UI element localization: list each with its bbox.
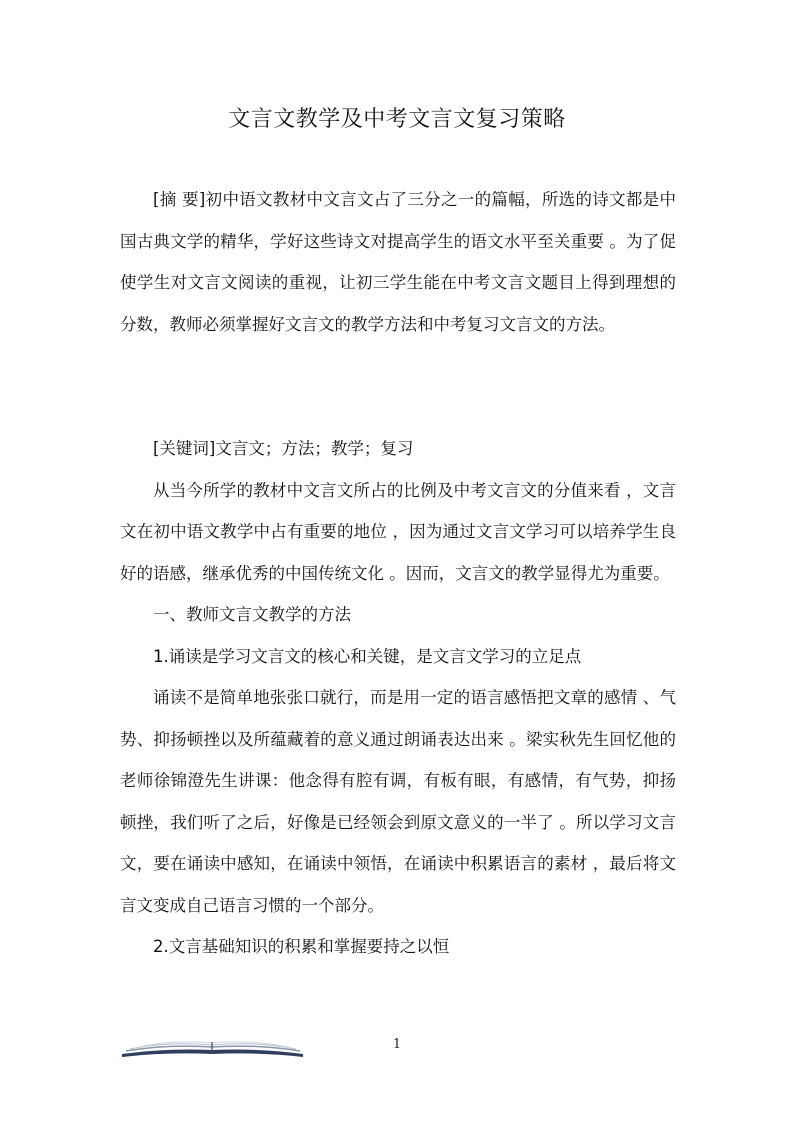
abstract-block: [120, 179, 676, 345]
section-heading: 一、教师文言文教学的方法: [153, 605, 351, 624]
abstract-paragraph: [摘 要]初中语文教材中文言文占了三分之一的篇幅，所选的诗文都是中国古典文学的精华，学好这些诗文对提高学生的语文水平至关重要 。为了促使学生对文言文阅读的重视，让初三学生能在中考文言文题目上得到理想的分数，教师必须掌握好文言文的教学方法和中考复习文言文的方法。: [120, 190, 676, 334]
intro-paragraph: 从当今所学的教材中文言文所占的比例及中考文言文的分值来看 ，文言文在初中语文教学中占有重要的地位 ，因为通过文言文学习可以培养学生良好的语感，继承优秀的中国传统文化 。因而，文言文的教学显得尤为重要。: [120, 480, 676, 583]
keywords-line: [关键词]文言文；方法；教学；复习: [153, 439, 414, 458]
document-title: 文言文教学及中考文言文复习策略: [228, 107, 566, 132]
body-paragraph: 诵读不是简单地张张口就行，而是用一定的语言感悟把文章的感情 、气势、抑扬顿挫以及所蕴藏着的意义通过朗诵表达出来 。梁实秋先生回忆他的老师徐锦澄先生讲课：他念得有腔有调，有板有眼，有感情，有气势，抑扬顿挫，我们听了之后，好像是已经领会到原文意义的一半了 。所以学习文言文，要在诵读中感知，在诵读中领悟，在诵读中积累语言的素材 ，最后将文言文变成自己语言习惯的一个部分。: [120, 688, 676, 915]
main-body: [120, 428, 676, 968]
page-number: 1: [392, 1037, 402, 1052]
subsection-heading: 2.文言基础知识的积累和掌握要持之以恒: [153, 937, 450, 956]
subsection-heading: 1.诵读是学习文言文的核心和关键，是文言文学习的立足点: [153, 646, 582, 666]
